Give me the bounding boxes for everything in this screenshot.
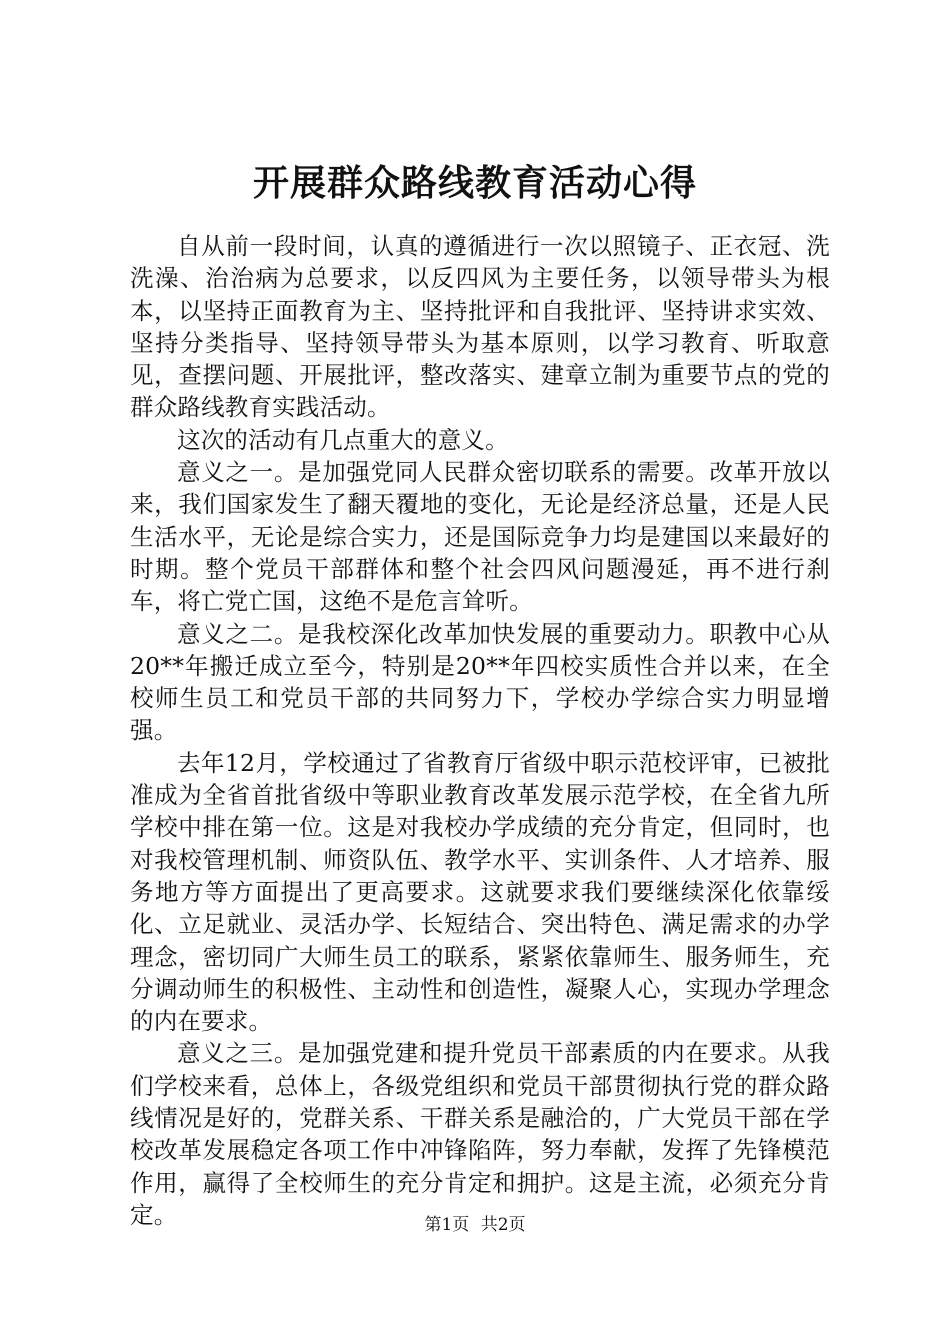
paragraph-significance-one: 意义之一。是加强党同人民群众密切联系的需要。改革开放以来，我们国家发生了翻天覆地的变化，无论是经济总量，还是人民生活水平，无论是综合实力，还是国际竞争力均是建国以来最好的时期。整个党员干部群体和整个社会四风问题漫延，再不进行刹车，将亡党亡国，这绝不是危言耸听。 <box>130 458 830 616</box>
page-number-current: 第1页 <box>424 1215 470 1235</box>
document-body <box>130 230 830 1231</box>
paragraph-last-year: 去年12月，学校通过了省教育厅省级中职示范校评审，已被批准成为全省首批省级中等职业教育改革发展示范学校，在全省九所学校中排在第一位。这是对我校办学成绩的充分肯定，但同时，也对我校管理机制、师资队伍、教学水平、实训条件、人才培养、服务地方等方面提出了更高要求。这就要求我们要继续深化依靠绥化、立足就业、灵活办学、长短结合、突出特色、满足需求的办学理念，密切同广大师生员工的联系，紧紧依靠师生、服务师生，充分调动师生的积极性、主动性和创造性，凝聚人心，实现办学理念的内在要求。 <box>130 748 830 1036</box>
paragraph-significance-two: 意义之二。是我校深化改革加快发展的重要动力。职教中心从20**年搬迁成立至今，特别是20**年四校实质性合并以来，在全校师生员工和党员干部的共同努力下，学校办学综合实力明显增强。 <box>130 619 830 745</box>
paragraph-significance-three: 意义之三。是加强党建和提升党员干部素质的内在要求。从我们学校来看，总体上，各级党组织和党员干部贯彻执行党的群众路线情况是好的，党群关系、干群关系是融洽的，广大党员干部在学校改革发展稳定各项工作中冲锋陷阵，努力奉献，发挥了先锋模范作用，赢得了全校师生的充分肯定和拥护。这是主流，必须充分肯定。 <box>130 1039 830 1229</box>
page-number-total: 共2页 <box>480 1215 526 1235</box>
paragraph-significance-lead: 这次的活动有几点重大的意义。 <box>177 425 509 454</box>
paragraph-intro: 自从前一段时间，认真的遵循进行一次以照镜子、正衣冠、洗洗澡、治治病为总要求，以反四风为主要任务，以领导带头为根本，以坚持正面教育为主、坚持批评和自我批评、坚持讲求实效、坚持分类指导、坚持领导带头为基本原则，以学习教育、听取意见，查摆问题、开展批评，整改落实、建章立制为重要节点的党的群众路线教育实践活动。 <box>130 232 830 422</box>
document-title: 开展群众路线教育活动心得 <box>252 162 697 204</box>
page-footer <box>0 1213 950 1237</box>
